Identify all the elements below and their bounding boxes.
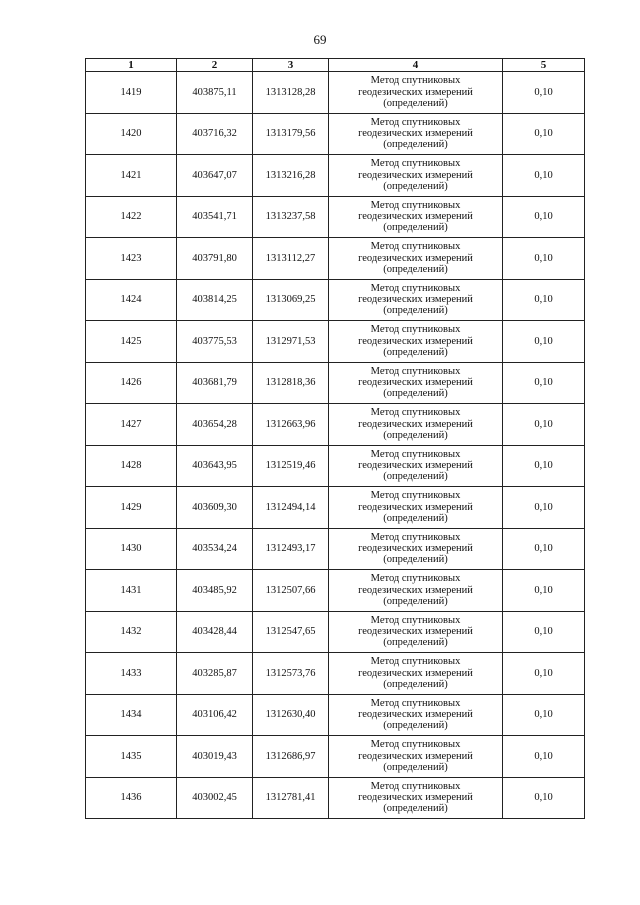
method-line: (определений)	[383, 554, 448, 566]
method-line: Метод спутниковых	[370, 573, 461, 585]
point-number-cell: 1433	[86, 653, 177, 695]
x-coordinate-cell: 403716,32	[177, 113, 253, 155]
header-col-2: 2	[177, 59, 253, 72]
y-coordinate-cell: 1312547,65	[253, 611, 329, 653]
y-coordinate-cell: 1312971,53	[253, 321, 329, 363]
method-line: (определений)	[383, 720, 448, 732]
y-coordinate-cell: 1312493,17	[253, 528, 329, 570]
table-row	[86, 404, 585, 446]
x-coordinate-cell: 403791,80	[177, 238, 253, 280]
point-number-cell: 1429	[86, 487, 177, 529]
method-cell	[329, 653, 503, 695]
method-line: геодезических измерений	[358, 750, 473, 762]
method-line: Метод спутниковых	[370, 365, 461, 377]
header-col-3: 3	[253, 59, 329, 72]
table-row	[86, 570, 585, 612]
method-cell	[329, 445, 503, 487]
point-number-cell: 1421	[86, 155, 177, 197]
table-row	[86, 445, 585, 487]
accuracy-cell: 0,10	[503, 321, 585, 363]
method-line: геодезических измерений	[358, 169, 473, 181]
x-coordinate-cell: 403775,53	[177, 321, 253, 363]
y-coordinate-cell: 1313128,28	[253, 72, 329, 114]
method-line: Метод спутниковых	[370, 282, 461, 294]
y-coordinate-cell: 1312630,40	[253, 694, 329, 736]
x-coordinate-cell: 403019,43	[177, 736, 253, 778]
y-coordinate-cell: 1313069,25	[253, 279, 329, 321]
point-number-cell: 1422	[86, 196, 177, 238]
point-number-cell: 1426	[86, 362, 177, 404]
x-coordinate-cell: 403654,28	[177, 404, 253, 446]
y-coordinate-cell: 1313112,27	[253, 238, 329, 280]
method-cell	[329, 611, 503, 653]
method-line: Метод спутниковых	[370, 697, 461, 709]
header-col-1: 1	[86, 59, 177, 72]
method-cell	[329, 736, 503, 778]
y-coordinate-cell: 1312494,14	[253, 487, 329, 529]
accuracy-cell: 0,10	[503, 404, 585, 446]
method-line: (определений)	[383, 471, 448, 483]
table-body	[86, 72, 585, 819]
accuracy-cell: 0,10	[503, 113, 585, 155]
method-cell	[329, 279, 503, 321]
method-line: (определений)	[383, 305, 448, 317]
accuracy-cell: 0,10	[503, 487, 585, 529]
point-number-cell: 1419	[86, 72, 177, 114]
table-row	[86, 238, 585, 280]
accuracy-cell: 0,10	[503, 528, 585, 570]
x-coordinate-cell: 403541,71	[177, 196, 253, 238]
point-number-cell: 1432	[86, 611, 177, 653]
x-coordinate-cell: 403534,24	[177, 528, 253, 570]
method-line: Метод спутниковых	[370, 780, 461, 792]
x-coordinate-cell: 403609,30	[177, 487, 253, 529]
method-line: Метод спутниковых	[370, 324, 461, 336]
method-cell	[329, 362, 503, 404]
table-row	[86, 528, 585, 570]
accuracy-cell: 0,10	[503, 238, 585, 280]
table-row	[86, 155, 585, 197]
method-line: (определений)	[383, 595, 448, 607]
table-row	[86, 113, 585, 155]
method-cell	[329, 155, 503, 197]
table-row	[86, 362, 585, 404]
point-number-cell: 1428	[86, 445, 177, 487]
point-number-cell: 1423	[86, 238, 177, 280]
method-line: (определений)	[383, 139, 448, 151]
method-line: (определений)	[383, 429, 448, 441]
table-row	[86, 694, 585, 736]
table-row	[86, 196, 585, 238]
x-coordinate-cell: 403647,07	[177, 155, 253, 197]
method-line: геодезических измерений	[358, 709, 473, 721]
accuracy-cell: 0,10	[503, 196, 585, 238]
x-coordinate-cell: 403485,92	[177, 570, 253, 612]
method-line: геодезических измерений	[358, 252, 473, 264]
method-line: Метод спутниковых	[370, 407, 461, 419]
method-line: Метод спутниковых	[370, 116, 461, 128]
method-line: (определений)	[383, 346, 448, 358]
point-number-cell: 1434	[86, 694, 177, 736]
y-coordinate-cell: 1312573,76	[253, 653, 329, 695]
method-line: (определений)	[383, 222, 448, 234]
method-line: геодезических измерений	[358, 335, 473, 347]
page-number: 69	[313, 32, 327, 47]
method-cell	[329, 238, 503, 280]
method-line: геодезических измерений	[358, 543, 473, 555]
method-line: Метод спутниковых	[370, 656, 461, 668]
method-line: геодезических измерений	[358, 460, 473, 472]
method-line: (определений)	[383, 97, 448, 109]
method-line: (определений)	[383, 678, 448, 690]
method-line: геодезических измерений	[358, 501, 473, 513]
x-coordinate-cell: 403428,44	[177, 611, 253, 653]
accuracy-cell: 0,10	[503, 362, 585, 404]
method-line: геодезических измерений	[358, 584, 473, 596]
method-line: геодезических измерений	[358, 377, 473, 389]
table-row	[86, 611, 585, 653]
point-number-cell: 1420	[86, 113, 177, 155]
y-coordinate-cell: 1313237,58	[253, 196, 329, 238]
accuracy-cell: 0,10	[503, 570, 585, 612]
accuracy-cell: 0,10	[503, 445, 585, 487]
table-header	[86, 59, 585, 72]
method-cell	[329, 404, 503, 446]
accuracy-cell: 0,10	[503, 736, 585, 778]
method-line: (определений)	[383, 180, 448, 192]
method-line: Метод спутниковых	[370, 199, 461, 211]
y-coordinate-cell: 1312507,66	[253, 570, 329, 612]
point-number-cell: 1435	[86, 736, 177, 778]
method-cell	[329, 321, 503, 363]
accuracy-cell: 0,10	[503, 72, 585, 114]
x-coordinate-cell: 403106,42	[177, 694, 253, 736]
point-number-cell: 1430	[86, 528, 177, 570]
accuracy-cell: 0,10	[503, 155, 585, 197]
method-line: Метод спутниковых	[370, 448, 461, 460]
method-line: геодезических измерений	[358, 86, 473, 98]
y-coordinate-cell: 1312686,97	[253, 736, 329, 778]
y-coordinate-cell: 1313216,28	[253, 155, 329, 197]
method-line: (определений)	[383, 803, 448, 815]
x-coordinate-cell: 403643,95	[177, 445, 253, 487]
header-row	[86, 59, 585, 72]
accuracy-cell: 0,10	[503, 694, 585, 736]
method-cell	[329, 196, 503, 238]
method-cell	[329, 528, 503, 570]
method-line: (определений)	[383, 761, 448, 773]
table-row	[86, 321, 585, 363]
accuracy-cell: 0,10	[503, 279, 585, 321]
y-coordinate-cell: 1313179,56	[253, 113, 329, 155]
point-number-cell: 1424	[86, 279, 177, 321]
method-line: (определений)	[383, 388, 448, 400]
point-number-cell: 1427	[86, 404, 177, 446]
y-coordinate-cell: 1312818,36	[253, 362, 329, 404]
x-coordinate-cell: 403875,11	[177, 72, 253, 114]
method-line: (определений)	[383, 263, 448, 275]
method-line: геодезических измерений	[358, 128, 473, 140]
method-line: Метод спутниковых	[370, 614, 461, 626]
method-line: геодезических измерений	[358, 294, 473, 306]
method-line: геодезических измерений	[358, 792, 473, 804]
x-coordinate-cell: 403814,25	[177, 279, 253, 321]
point-number-cell: 1436	[86, 777, 177, 819]
header-col-5: 5	[503, 59, 585, 72]
method-cell	[329, 113, 503, 155]
point-number-cell: 1431	[86, 570, 177, 612]
table-row	[86, 736, 585, 778]
y-coordinate-cell: 1312781,41	[253, 777, 329, 819]
table-row	[86, 487, 585, 529]
method-line: Метод спутниковых	[370, 158, 461, 170]
x-coordinate-cell: 403681,79	[177, 362, 253, 404]
table-row	[86, 777, 585, 819]
method-line: (определений)	[383, 637, 448, 649]
method-line: геодезических измерений	[358, 626, 473, 638]
method-line: Метод спутниковых	[370, 75, 461, 87]
table-row	[86, 279, 585, 321]
y-coordinate-cell: 1312663,96	[253, 404, 329, 446]
method-line: Метод спутниковых	[370, 241, 461, 253]
table-row	[86, 653, 585, 695]
header-col-4: 4	[329, 59, 503, 72]
method-line: Метод спутниковых	[370, 531, 461, 543]
method-line: (определений)	[383, 512, 448, 524]
method-cell	[329, 72, 503, 114]
method-line: геодезических измерений	[358, 418, 473, 430]
method-line: Метод спутниковых	[370, 490, 461, 502]
y-coordinate-cell: 1312519,46	[253, 445, 329, 487]
coordinates-table	[85, 58, 585, 819]
method-cell	[329, 777, 503, 819]
method-line: геодезических измерений	[358, 211, 473, 223]
method-line: геодезических измерений	[358, 667, 473, 679]
accuracy-cell: 0,10	[503, 653, 585, 695]
method-cell	[329, 570, 503, 612]
accuracy-cell: 0,10	[503, 611, 585, 653]
method-line: Метод спутниковых	[370, 739, 461, 751]
method-cell	[329, 694, 503, 736]
x-coordinate-cell: 403285,87	[177, 653, 253, 695]
point-number-cell: 1425	[86, 321, 177, 363]
method-cell	[329, 487, 503, 529]
table-row	[86, 72, 585, 114]
accuracy-cell: 0,10	[503, 777, 585, 819]
x-coordinate-cell: 403002,45	[177, 777, 253, 819]
